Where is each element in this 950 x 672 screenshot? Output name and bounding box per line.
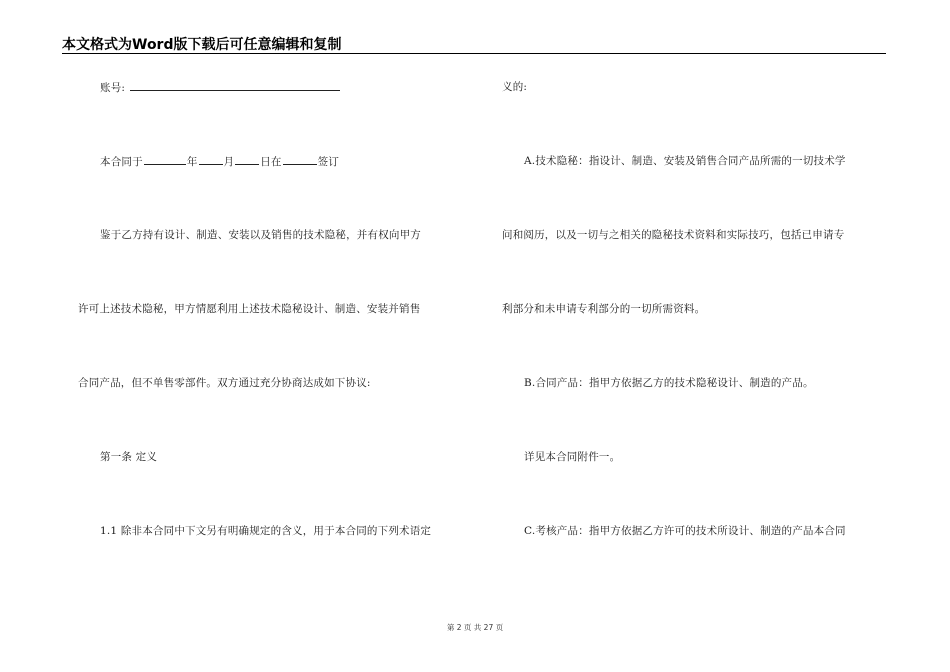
definition-c-line-1: C.考核产品：指甲方依据乙方许可的技术所设计、制造的产品本合同 — [524, 525, 846, 537]
paragraph-1-line-1: 鉴于乙方持有设计、制造、安装以及销售的技术隐秘，并有权向甲方 — [100, 229, 421, 241]
account-label: 账号: — [100, 82, 126, 94]
account-blank — [130, 80, 340, 91]
paragraph-1-line-2: 许可上述技术隐秘，甲方情愿利用上述技术隐秘设计、制造、安装并销售 — [78, 303, 421, 315]
definition-b-line-1: B.合同产品：指甲方依据乙方的技术隐秘设计、制造的产品。 — [524, 377, 814, 389]
clause-1-1: 1.1 除非本合同中下文另有明确规定的含义，用于本合同的下列术语定 — [100, 525, 432, 537]
place-blank — [283, 154, 317, 165]
year-label: 年 — [186, 156, 198, 168]
definition-continuation: 义的: — [502, 81, 528, 93]
year-blank — [144, 154, 186, 165]
day-at-label: 日在 — [260, 156, 282, 168]
definition-a-line-1: A.技术隐秘：指设计、制造、安装及销售合同产品所需的一切技术学 — [524, 155, 846, 167]
account-line — [100, 80, 341, 95]
paragraph-1-line-3: 合同产品，但不单售零部件。双方通过充分协商达成如下协议: — [78, 377, 371, 389]
day-blank — [235, 154, 259, 165]
signed-label: 签订 — [317, 156, 340, 168]
article-1-heading: 第一条 定义 — [100, 451, 158, 463]
document-header-title: 本文格式为Word版下载后可任意编辑和复制 — [62, 37, 342, 53]
date-prefix: 本合同于 — [100, 156, 143, 168]
signing-date-line — [100, 154, 339, 169]
definition-a-line-3: 利部分和未申请专利部分的一切所需资料。 — [502, 303, 706, 315]
page-number: 第 2 页 共 27 页 — [446, 623, 504, 632]
definition-b-line-2: 详见本合同附件一。 — [524, 451, 621, 463]
month-blank — [199, 154, 223, 165]
definition-a-line-2: 问和阅历，以及一切与之相关的隐秘技术资料和实际技巧，包括已申请专 — [502, 229, 845, 241]
month-label: 月 — [223, 156, 235, 168]
header-divider — [62, 53, 886, 54]
